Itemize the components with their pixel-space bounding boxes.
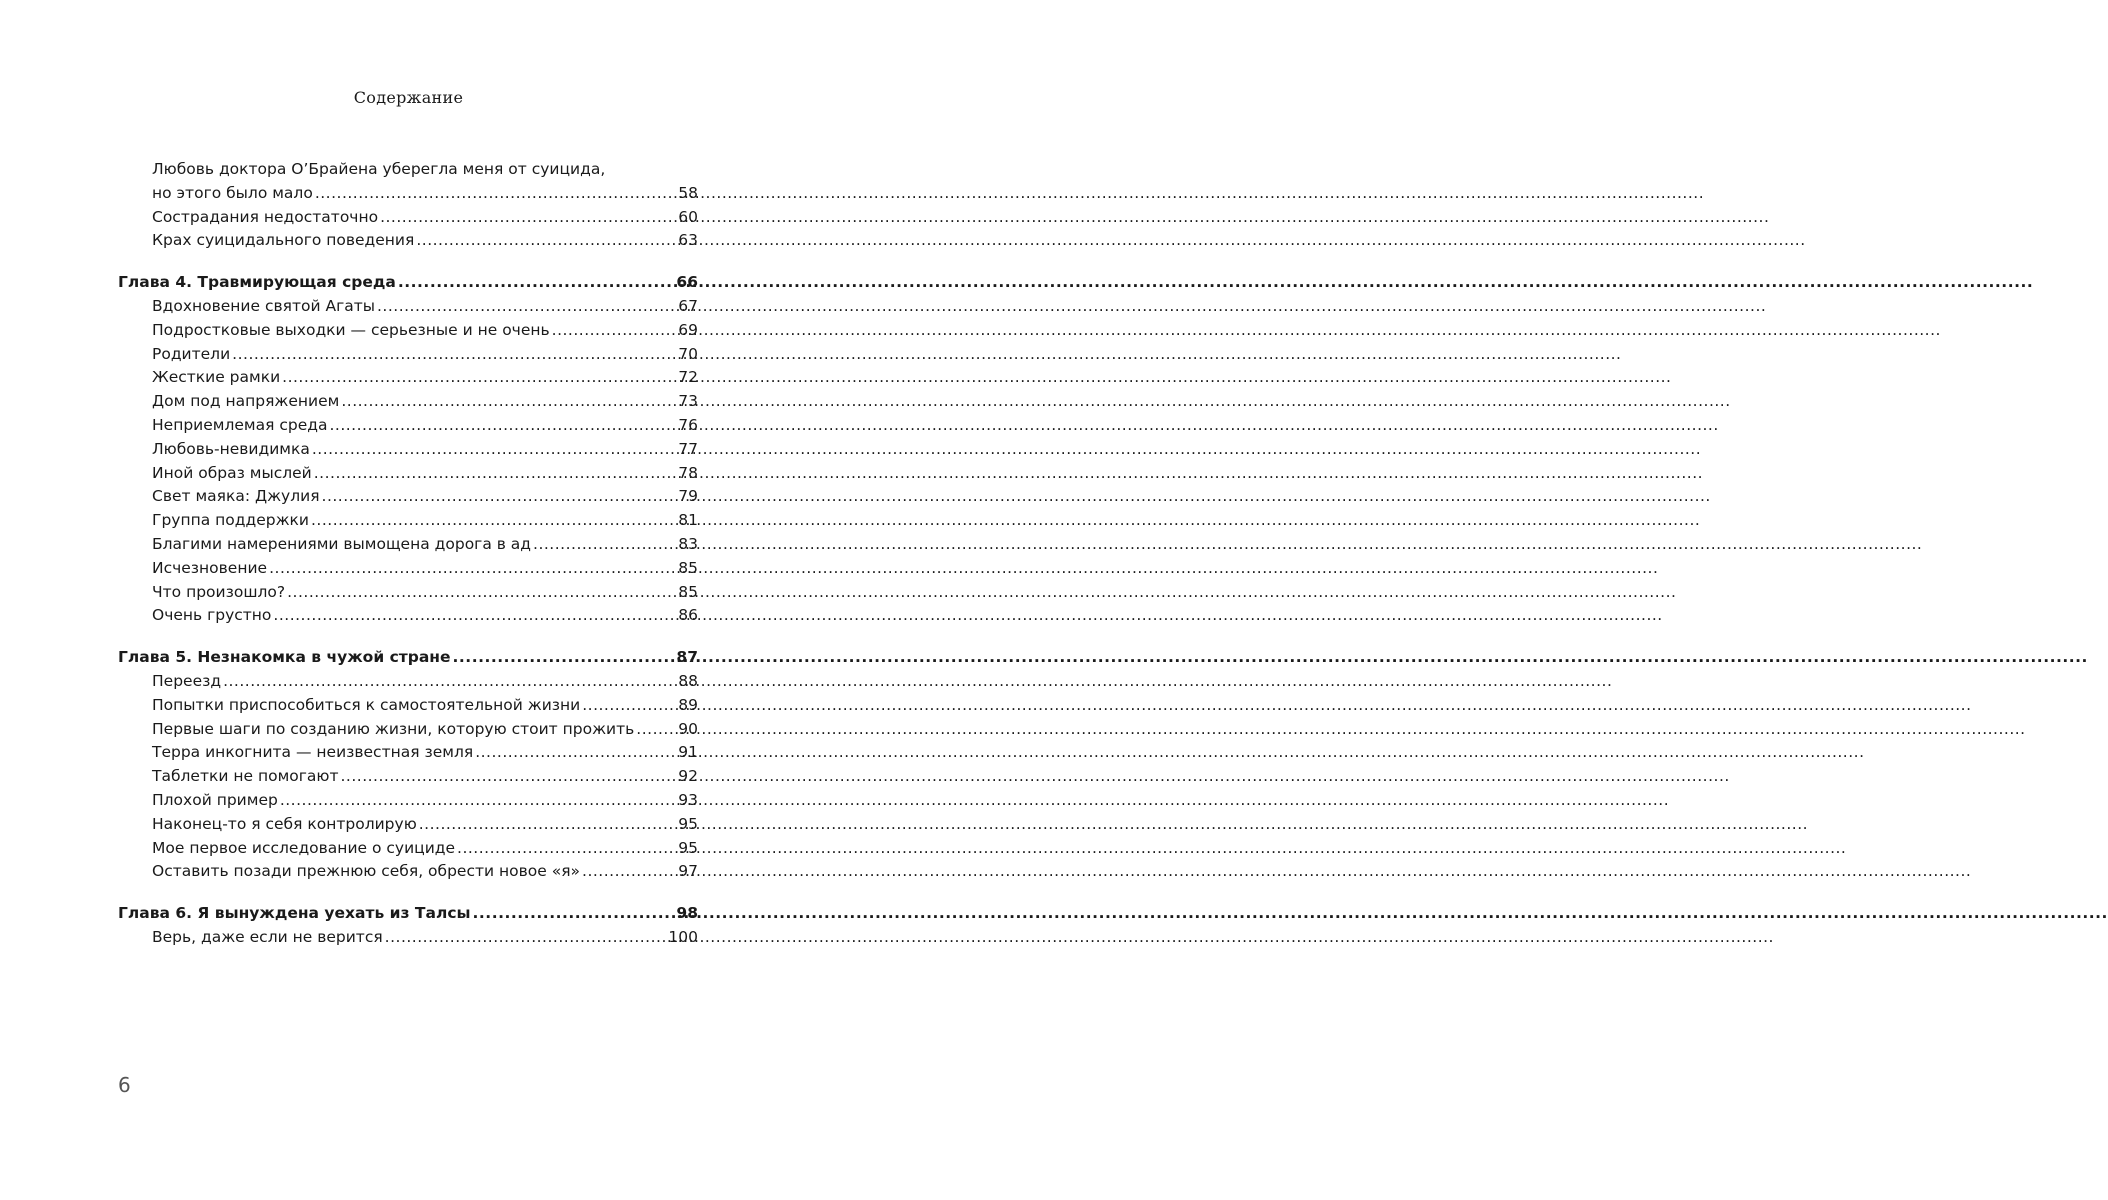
toc-entry-page: 85 <box>678 582 698 601</box>
dot-leader <box>315 182 676 206</box>
toc-entry[interactable] <box>118 343 698 367</box>
toc-entry[interactable] <box>118 182 698 206</box>
toc-entry-page: 93 <box>678 790 698 809</box>
toc-entry[interactable] <box>118 206 698 230</box>
toc-chapter-heading[interactable] <box>118 271 698 295</box>
dot-leader <box>312 438 676 462</box>
toc-entry[interactable] <box>118 813 698 837</box>
toc-entry-page: 81 <box>678 511 698 530</box>
toc-chapter-heading[interactable] <box>118 902 698 926</box>
toc-entry[interactable] <box>118 438 698 462</box>
dot-leader <box>473 902 675 926</box>
dot-leader <box>457 837 676 861</box>
dot-leader <box>287 581 676 605</box>
toc-entry-title: Родители <box>152 344 231 363</box>
dot-leader <box>398 271 675 295</box>
toc-entry-lead-line: Любовь доктора О’Брайена уберегла меня от суицида, <box>152 160 606 178</box>
toc-entry[interactable] <box>118 741 698 765</box>
toc-entry-title: Вдохновение святой Агаты <box>152 296 375 315</box>
toc-entry[interactable] <box>118 390 698 414</box>
toc-entry-title: Что произошло? <box>152 582 286 601</box>
toc-entry-page: 77 <box>678 439 698 458</box>
toc-entry-title: Иной образ мыслей <box>152 463 312 482</box>
toc-chapter-page: 66 <box>676 273 698 292</box>
toc-entry-page: 86 <box>678 606 698 625</box>
toc-entry-title: Дом под напряжением <box>152 392 340 411</box>
toc-entry[interactable] <box>118 414 698 438</box>
dot-leader <box>314 462 677 486</box>
dot-leader <box>273 604 676 628</box>
toc-entry[interactable] <box>118 718 698 742</box>
dot-leader <box>419 813 677 837</box>
dot-leader <box>416 229 676 253</box>
dot-leader <box>282 366 676 390</box>
toc-entry-title: Жесткие рамки <box>152 368 281 387</box>
toc-chapter-page: 87 <box>676 648 698 667</box>
dot-leader <box>582 860 676 884</box>
toc-chapter-title: Глава 5. Незнакомка в чужой стране <box>118 648 451 667</box>
toc-entry-page: 67 <box>678 296 698 315</box>
toc-entry-title: Терра инкогнита — неизвестная земля <box>152 743 474 762</box>
dot-leader <box>380 206 676 230</box>
toc-entry[interactable] <box>118 509 698 533</box>
toc-entry-page: 89 <box>678 695 698 714</box>
dot-leader <box>280 789 676 813</box>
toc-entry-page: 88 <box>678 671 698 690</box>
toc-entry[interactable] <box>118 319 698 343</box>
toc-entry-title: Группа поддержки <box>152 511 309 530</box>
toc-entry-title: Попытки приспособиться к самостоятельной жизни <box>152 695 581 714</box>
toc-entry-title: Подростковые выходки — серьезные и не очень <box>152 320 550 339</box>
dot-leader <box>636 718 676 742</box>
toc-entry-page: 91 <box>678 743 698 762</box>
toc-entry[interactable] <box>118 366 698 390</box>
toc-entry-title: Плохой пример <box>152 790 278 809</box>
toc-entry[interactable] <box>118 229 698 253</box>
toc-entry-page: 83 <box>678 534 698 553</box>
toc-entry-title: Верь, даже если не верится <box>152 927 383 946</box>
toc-entry-page: 97 <box>678 862 698 881</box>
toc-entry-title: Неприемлемая среда <box>152 415 328 434</box>
dot-leader <box>552 319 677 343</box>
toc-entry[interactable] <box>118 604 698 628</box>
dot-leader <box>223 670 676 694</box>
toc-chapter-heading[interactable] <box>118 646 698 670</box>
toc-entry[interactable] <box>118 926 698 950</box>
toc-entry-page: 100 <box>668 927 698 946</box>
toc-entry-title: Мое первое исследование о суициде <box>152 838 456 857</box>
page-title: Содержание <box>353 88 464 107</box>
dot-leader <box>311 509 676 533</box>
dot-leader <box>232 343 676 367</box>
toc-entry-page: 95 <box>678 838 698 857</box>
toc-entry-page: 92 <box>678 767 698 786</box>
toc-entry[interactable] <box>118 789 698 813</box>
toc-entry-title: Свет маяка: Джулия <box>152 487 320 506</box>
toc-entry-page: 73 <box>678 392 698 411</box>
dot-leader <box>341 390 676 414</box>
toc-entry[interactable] <box>118 462 698 486</box>
dot-leader <box>453 646 675 670</box>
dot-leader <box>533 533 676 557</box>
toc-entry-title: Любовь-невидимка <box>152 439 310 458</box>
toc-entry-title: Благими намерениями вымощена дорога в ад <box>152 534 532 553</box>
toc-entry[interactable] <box>118 581 698 605</box>
toc-entry[interactable] <box>118 533 698 557</box>
dot-leader <box>329 414 676 438</box>
toc-chapter-title: Глава 6. Я вынуждена уехать из Талсы <box>118 904 471 923</box>
toc-entry[interactable] <box>118 860 698 884</box>
page-number: 6 <box>118 1073 131 1097</box>
toc-chapter-title: Глава 4. Травмирующая среда <box>118 273 396 292</box>
toc-entry-page: 69 <box>678 320 698 339</box>
toc-entry-page: 58 <box>678 183 698 202</box>
dot-leader <box>582 694 676 718</box>
toc-entry-title: но этого было мало <box>152 183 313 202</box>
toc-entry[interactable] <box>118 485 698 509</box>
toc-entry-page: 70 <box>678 344 698 363</box>
toc-entry-page: 72 <box>678 368 698 387</box>
toc-entry[interactable] <box>118 837 698 861</box>
dot-leader <box>475 741 676 765</box>
toc-entry-page: 95 <box>678 814 698 833</box>
toc-entry-title: Переезд <box>152 671 222 690</box>
toc-entry-page: 78 <box>678 463 698 482</box>
dot-leader <box>377 295 676 319</box>
table-of-contents <box>118 158 698 950</box>
toc-entry-title: Исчезновение <box>152 558 268 577</box>
toc-entry[interactable] <box>118 694 698 718</box>
toc-entry-page: 79 <box>678 487 698 506</box>
dot-leader <box>340 765 676 789</box>
toc-entry-page: 85 <box>678 558 698 577</box>
dot-leader <box>269 557 676 581</box>
toc-entry-title: Очень грустно <box>152 606 272 625</box>
toc-entry-page: 76 <box>678 415 698 434</box>
toc-entry[interactable] <box>118 557 698 581</box>
toc-entry-title: Крах суицидального поведения <box>152 231 415 250</box>
toc-chapter-page: 98 <box>676 904 698 923</box>
toc-entry-title: Таблетки не помогают <box>152 767 339 786</box>
toc-entry[interactable] <box>118 295 698 319</box>
toc-entry-page: 63 <box>678 231 698 250</box>
dot-leader <box>322 485 677 509</box>
dot-leader <box>385 926 667 950</box>
toc-entry[interactable] <box>118 765 698 789</box>
toc-entry[interactable] <box>118 670 698 694</box>
toc-entry-title: Первые шаги по созданию жизни, которую стоит прожить <box>152 719 635 738</box>
toc-entry-title: Наконец-то я себя контролирую <box>152 814 417 833</box>
toc-entry-title: Оставить позади прежнюю себя, обрести новое «я» <box>152 862 581 881</box>
toc-entry-title: Сострадания недостаточно <box>152 207 379 226</box>
toc-entry-page: 60 <box>678 207 698 226</box>
toc-entry-page: 90 <box>678 719 698 738</box>
